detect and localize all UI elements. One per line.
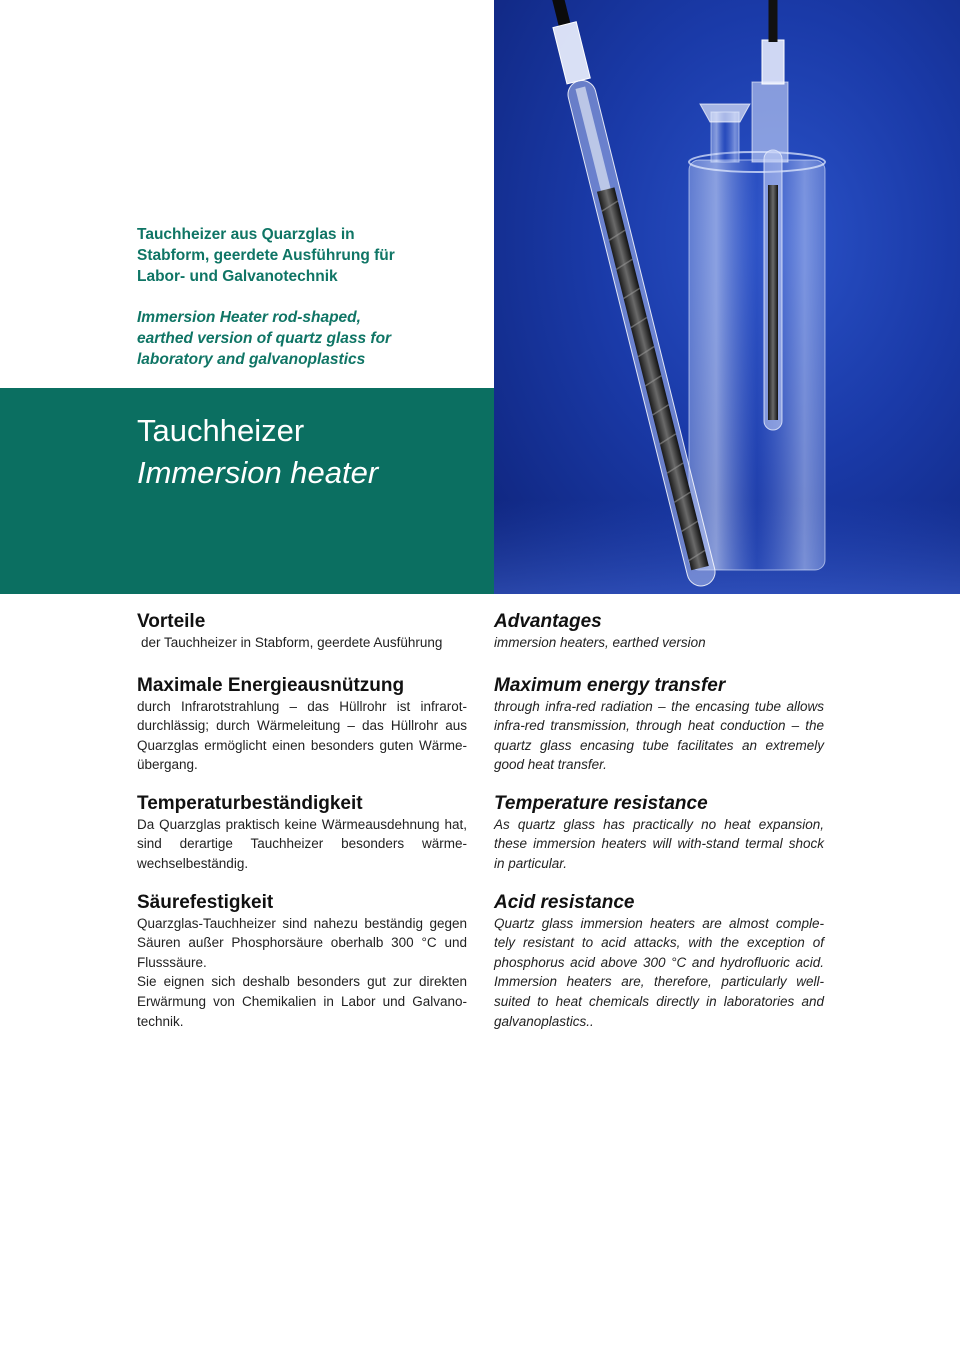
page-title-english: Immersion heater	[137, 455, 379, 490]
section-text: through infra-red radiation – the encasing tube allows infra-red transmission, through heat conduction – the quartz glass encasing tube facilitates an extremely good heat transfer.	[494, 698, 824, 773]
section-heading: Temperature resistance	[494, 792, 708, 814]
section-temperature-resistance	[494, 793, 824, 874]
section-text: As quartz glass has practically no heat expansion, these immersion heaters will with-stand termal shock in particular.	[494, 816, 824, 872]
section-advantages	[494, 611, 824, 653]
glass-vessel	[689, 40, 825, 570]
section-heading: Acid resistance	[494, 891, 635, 913]
section-heading: Temperaturbeständigkeit	[137, 792, 363, 814]
section-energieausnutzung	[137, 675, 467, 775]
section-text: durch Infrarotstrahlung – das Hüllrohr ist infrarot-durchlässig; durch Wärmeleitung – das Hüllrohr aus Quarzglas ermöglicht einen besonders guten Wärme-übergang.	[137, 698, 467, 773]
subtitle-english: Immersion Heater rod-shaped, earthed version of quartz glass for laboratory and galvanoplastics	[137, 309, 392, 368]
section-heading: Maximum energy transfer	[494, 674, 726, 696]
section-text: Sie eignen sich deshalb besonders gut zur direkten Erwärmung von Chemikalien in Labor und Galvano-technik.	[137, 974, 467, 1029]
product-subtitle	[137, 224, 477, 370]
title-band	[0, 388, 494, 594]
section-text: Quarzglas-Tauchheizer sind nahezu beständig gegen Säuren außer Phosphorsäure oberhalb 300 °C und Flusssäure.	[137, 915, 467, 970]
section-heading: Advantages	[494, 611, 602, 632]
section-saurefestigkeit	[137, 892, 467, 1032]
section-heading: Maximale Energieausnützung	[137, 674, 405, 696]
immersion-heater-illustration	[494, 0, 960, 594]
product-photo	[494, 0, 960, 594]
section-heading: Säurefestigkeit	[137, 891, 274, 913]
section-text: Da Quarzglas praktisch keine Wärmeausdehnung hat, sind derartige Tauchheizer besonders wärme-wechselbeständig.	[137, 816, 467, 872]
section-acid-resistance	[494, 892, 824, 1032]
section-subheading: der Tauchheizer in Stabform, geerdete Ausführung	[141, 635, 443, 650]
subtitle-german: Tauchheizer aus Quarzglas in Stabform, geerdete Ausführung für Labor- und Galvanotechnik	[137, 226, 395, 285]
section-heading: Vorteile	[137, 611, 206, 632]
page-title-german: Tauchheizer	[137, 413, 305, 448]
section-energy-transfer	[494, 675, 824, 775]
english-column	[494, 611, 824, 1031]
german-column	[137, 611, 467, 1031]
section-text: Quartz glass immersion heaters are almost comple-tely resistant to acid attacks, with the exception of phosphorus acid above 300 °C and hydrofluoric acid. Immersion heaters are, therefore, particularly well-suited to heat chemicals directly in laboratories and galvanoplastics..	[494, 915, 824, 1029]
section-temperaturbestandigkeit	[137, 793, 467, 874]
section-subheading: immersion heaters, earthed version	[494, 635, 706, 650]
section-vorteile	[137, 611, 467, 653]
